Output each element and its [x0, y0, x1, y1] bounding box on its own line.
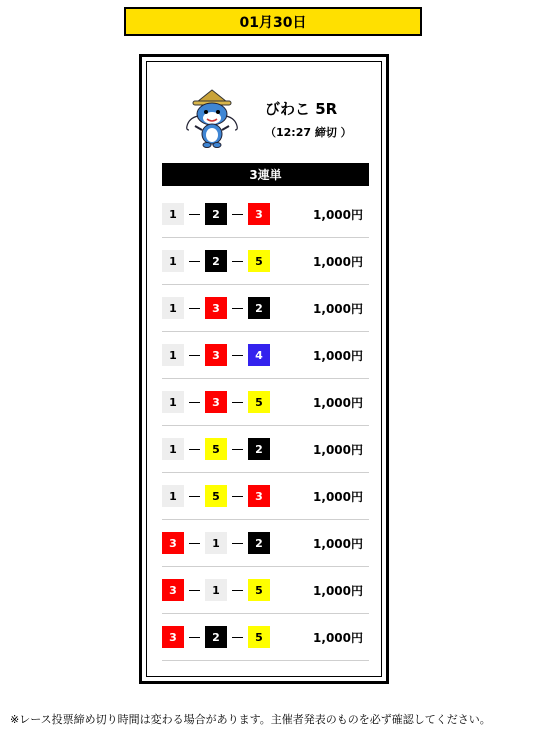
bet-amount: 1,000円: [313, 254, 363, 269]
boat-number-badge: 5: [248, 626, 270, 648]
bet-row: [162, 426, 369, 473]
race-title: びわこ 5R: [265, 100, 338, 118]
date-label: 01月30日: [239, 14, 307, 31]
bet-amount: 1,000円: [313, 207, 363, 222]
boat-number-badge: 5: [248, 579, 270, 601]
boat-number-badge: 2: [248, 532, 270, 554]
boat-number-badge: 3: [205, 297, 227, 319]
catfish-mascot-icon: [183, 88, 241, 150]
bet-row: [162, 285, 369, 332]
separator-dash: [227, 261, 248, 262]
boat-number-badge: 1: [162, 391, 184, 413]
boat-number-badge: 3: [248, 203, 270, 225]
boat-number-badge: 1: [162, 203, 184, 225]
boat-number-badge: 1: [162, 250, 184, 272]
bet-amount: 1,000円: [313, 348, 363, 363]
bet-type-header: [162, 163, 369, 186]
bet-row: [162, 332, 369, 379]
bet-card-inner: [146, 61, 382, 677]
separator-dash: [184, 355, 205, 356]
boat-number-badge: 1: [162, 485, 184, 507]
boat-number-badge: 3: [248, 485, 270, 507]
separator-dash: [227, 637, 248, 638]
bet-row: [162, 473, 369, 520]
separator-dash: [227, 308, 248, 309]
boat-number-badge: 4: [248, 344, 270, 366]
boat-number-badge: 1: [162, 344, 184, 366]
separator-dash: [227, 543, 248, 544]
separator-dash: [184, 214, 205, 215]
deadline-notice: ※レース投票締め切り時間は変わる場合があります。主催者発表のものを必ず確認してください。: [10, 713, 491, 726]
bet-row: [162, 520, 369, 567]
boat-number-badge: 5: [248, 250, 270, 272]
separator-dash: [227, 590, 248, 591]
boat-number-badge: 2: [248, 297, 270, 319]
boat-number-badge: 2: [248, 438, 270, 460]
bet-amount: 1,000円: [313, 442, 363, 457]
race-header: [147, 88, 381, 158]
bet-row: [162, 567, 369, 614]
boat-number-badge: 1: [205, 579, 227, 601]
boat-number-badge: 1: [162, 438, 184, 460]
boat-number-badge: 2: [205, 626, 227, 648]
separator-dash: [184, 308, 205, 309]
boat-number-badge: 1: [205, 532, 227, 554]
separator-dash: [227, 355, 248, 356]
separator-dash: [227, 402, 248, 403]
separator-dash: [184, 402, 205, 403]
boat-number-badge: 2: [205, 250, 227, 272]
boat-number-badge: 3: [205, 344, 227, 366]
date-banner: [124, 7, 422, 36]
separator-dash: [227, 496, 248, 497]
boat-number-badge: 3: [205, 391, 227, 413]
separator-dash: [184, 543, 205, 544]
race-deadline: （12:27 締切 ）: [265, 126, 352, 139]
boat-number-badge: 5: [248, 391, 270, 413]
boat-number-badge: 5: [205, 438, 227, 460]
boat-number-badge: 3: [162, 579, 184, 601]
bet-amount: 1,000円: [313, 630, 363, 645]
boat-number-badge: 5: [205, 485, 227, 507]
bet-list: [162, 191, 369, 661]
boat-number-badge: 3: [162, 532, 184, 554]
boat-number-badge: 1: [162, 297, 184, 319]
bet-amount: 1,000円: [313, 489, 363, 504]
separator-dash: [184, 261, 205, 262]
separator-dash: [184, 449, 205, 450]
separator-dash: [227, 214, 248, 215]
separator-dash: [184, 496, 205, 497]
bet-type-label: 3連単: [249, 168, 282, 182]
bet-amount: 1,000円: [313, 395, 363, 410]
bet-row: [162, 379, 369, 426]
boat-number-badge: 3: [162, 626, 184, 648]
separator-dash: [227, 449, 248, 450]
bet-row: [162, 191, 369, 238]
separator-dash: [184, 637, 205, 638]
bet-amount: 1,000円: [313, 583, 363, 598]
bet-amount: 1,000円: [313, 301, 363, 316]
bet-row: [162, 614, 369, 661]
bet-amount: 1,000円: [313, 536, 363, 551]
bet-row: [162, 238, 369, 285]
bet-card: [139, 54, 389, 684]
boat-number-badge: 2: [205, 203, 227, 225]
separator-dash: [184, 590, 205, 591]
